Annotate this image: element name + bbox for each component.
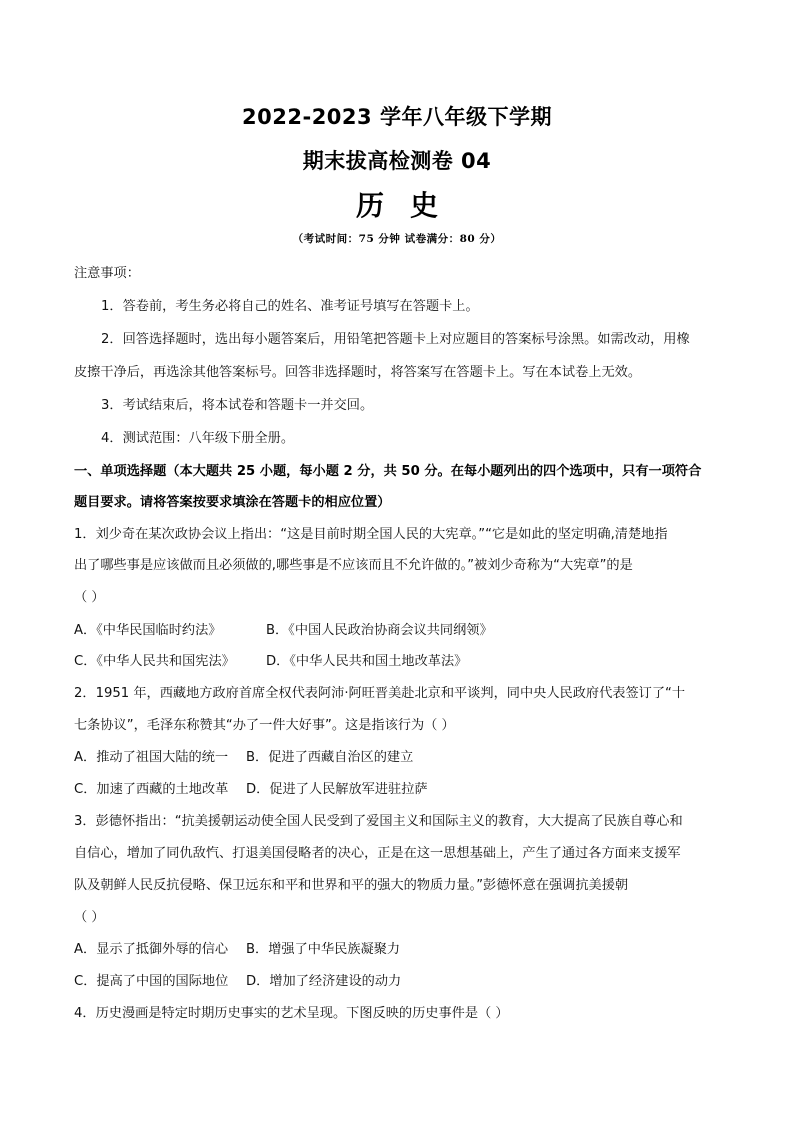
q2-line2: 七条协议”，毛泽东称赞其“办了一件大好事”。这是指该行为（ ） xyxy=(74,718,455,733)
q2-line1: 2．1951 年，西藏地方政府首席全权代表阿沛·阿旺晋美赴北京和平谈判，同中央人民政府代表签订了“十 xyxy=(74,686,686,701)
exam-title-line1: 2022-2023 学年八年级下学期 xyxy=(242,105,552,129)
q1-line1: 1．刘少奇在某次政协会议上指出：“这是目前时期全国人民的大宪章。”“它是如此的坚定明确,清楚地指 xyxy=(74,527,668,542)
q3-option-b: B．增强了中华民族凝聚力 xyxy=(246,942,401,957)
exam-title-line2: 期末拔高检测卷 04 xyxy=(302,149,492,173)
q1-option-c: C．《中华人民共和国宪法》 xyxy=(74,654,235,669)
q4-line1: 4．历史漫画是特定时期历史事实的艺术呈现。下图反映的历史事件是（ ） xyxy=(74,1006,509,1021)
q1-options-row2 xyxy=(74,653,724,671)
q1-line2: 出了哪些事是应该做而且必须做的,哪些事是不应该而且不允许做的。”被刘少奇称为“大宪章”的是 xyxy=(74,558,633,573)
q2-option-d: D．促进了人民解放军进驻拉萨 xyxy=(246,782,428,797)
q2-options-row1 xyxy=(74,749,724,767)
q3-options-row1 xyxy=(74,941,724,959)
q3-options-row2 xyxy=(74,973,724,991)
q3-line3: 队及朝鲜人民反抗侵略、保卫远东和平和世界和平的强大的物质力量。”彭德怀意在强调抗美援朝 xyxy=(74,878,629,893)
q1-option-b: B．《中国人民政治协商会议共同纲领》 xyxy=(266,623,493,638)
q2-option-a: A．推动了祖国大陆的统一 xyxy=(74,750,229,765)
q3-option-c: C．提高了中国的国际地位 xyxy=(74,974,229,989)
note-item-1: 1．答卷前，考生务必将自己的姓名、准考证号填写在答题卡上。 xyxy=(101,299,479,314)
exam-subject: 历史 xyxy=(355,189,464,222)
q3-line2: 自信心，增加了同仇敌忾、打退美国侵略者的决心，正是在这一思想基础上，产生了通过各方面来支援军 xyxy=(74,846,681,861)
q3-option-a: A．显示了抵御外辱的信心 xyxy=(74,942,229,957)
note-item-2-cont: 皮擦干净后，再选涂其他答案标号。回答非选择题时，将答案写在答题卡上。写在本试卷上无效。 xyxy=(74,365,642,380)
q1-blank: （ ） xyxy=(74,590,105,605)
q3-blank: （ ） xyxy=(74,910,105,925)
exam-info: （考试时间：75 分钟 试卷满分：80 分） xyxy=(292,233,502,245)
note-item-4: 4．测试范围：八年级下册全册。 xyxy=(101,431,295,446)
q3-option-d: D．增加了经济建设的动力 xyxy=(246,974,402,989)
notes-heading: 注意事项： xyxy=(74,266,140,281)
q3-line1: 3．彭德怀指出：“抗美援朝运动使全国人民受到了爱国主义和国际主义的教育，大大提高了民族自尊心和 xyxy=(74,814,683,829)
note-item-3: 3．考试结束后，将本试卷和答题卡一并交回。 xyxy=(101,398,374,413)
section1-heading: 一、单项选择题（本大题共 25 小题，每小题 2 分，共 50 分。在每小题列出的四个选项中，只有一项符合 xyxy=(74,464,702,479)
q1-option-d: D．《中华人民共和国土地改革法》 xyxy=(266,654,468,669)
q1-options-row1 xyxy=(74,622,724,640)
section1-heading-cont: 题目要求。请将答案按要求填涂在答题卡的相应位置） xyxy=(74,495,391,510)
q2-option-b: B．促进了西藏自治区的建立 xyxy=(246,750,414,765)
q2-options-row2 xyxy=(74,781,724,799)
q2-option-c: C．加速了西藏的土地改革 xyxy=(74,782,229,797)
note-item-2: 2．回答选择题时，选出每小题答案后，用铅笔把答题卡上对应题目的答案标号涂黑。如需改动，用橡 xyxy=(101,332,690,347)
q1-option-a: A．《中华民国临时约法》 xyxy=(74,623,222,638)
